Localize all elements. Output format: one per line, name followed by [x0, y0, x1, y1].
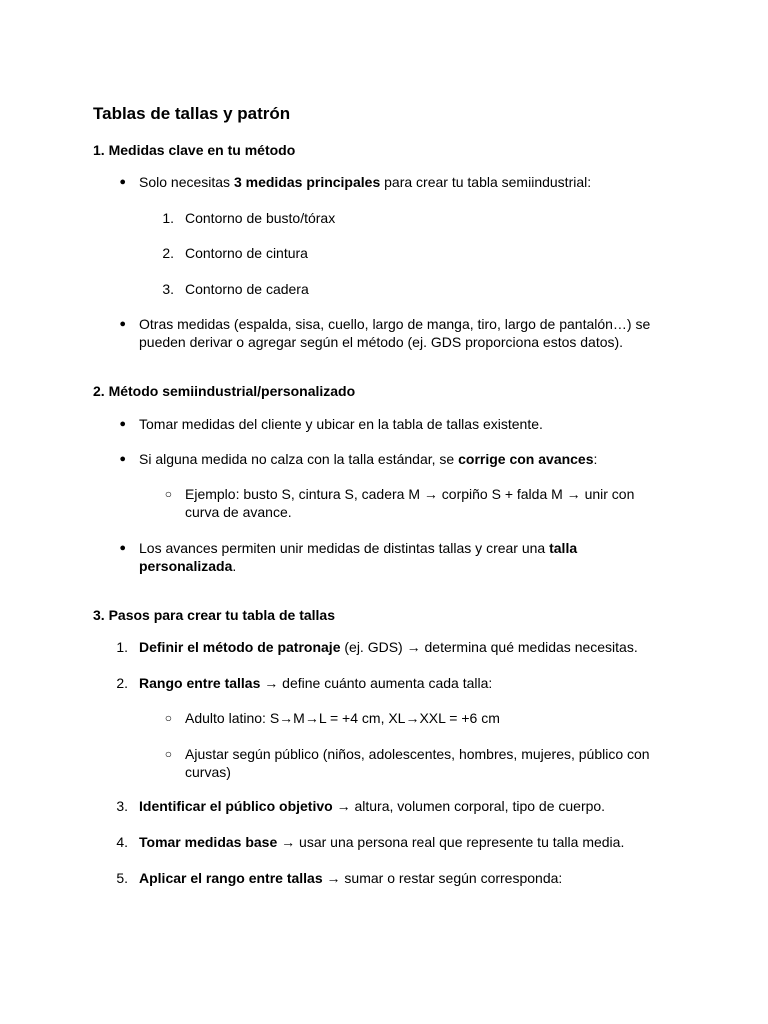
list-number: 3.	[116, 798, 128, 814]
list-item: Los avances permiten unir medidas de distintas tallas y crear una talla personalizada.	[139, 540, 578, 574]
list-item: Adulto latino: S→M→L = +4 cm, XL→XXL = +6 cm	[185, 710, 500, 726]
list-item: Tomar medidas base → usar una persona real que represente tu talla media.	[139, 834, 625, 850]
circle-bullet-icon: ○	[164, 711, 172, 725]
circle-bullet-icon: ○	[164, 747, 172, 761]
bullet-icon: ●	[119, 418, 126, 430]
list-number: 1.	[116, 639, 128, 655]
list-item: Si alguna medida no calza con la talla estándar, se corrige con avances:	[139, 451, 598, 467]
list-number: 4.	[116, 834, 128, 850]
document-title: Tablas de tallas y patrón	[93, 104, 291, 123]
list-item: Ejemplo: busto S, cintura S, cadera M → corpiño S + falda M → unir con curva de avance.	[185, 486, 635, 520]
list-item: Identificar el público objetivo → altura, volumen corporal, tipo de cuerpo.	[139, 798, 606, 814]
list-item: Aplicar el rango entre tallas → sumar o restar según corresponda:	[139, 870, 563, 886]
list-number: 3.	[162, 281, 174, 297]
list-number: 2.	[162, 245, 174, 261]
bullet-icon: ●	[119, 542, 126, 554]
list-number: 5.	[116, 870, 128, 886]
list-item: Ajustar según público (niños, adolescentes, hombres, mujeres, público con curvas)	[185, 746, 650, 780]
list-item: Rango entre tallas → define cuánto aumenta cada talla:	[139, 675, 493, 691]
list-item: Contorno de busto/tórax	[185, 210, 336, 226]
list-item: Contorno de cadera	[185, 281, 309, 297]
bullet-icon: ●	[119, 176, 126, 188]
bullet-icon: ●	[119, 318, 126, 330]
circle-bullet-icon: ○	[164, 487, 172, 501]
bullet-icon: ●	[119, 453, 126, 465]
list-number: 2.	[116, 675, 128, 691]
list-item: Solo necesitas 3 medidas principales para crear tu tabla semiindustrial:	[139, 174, 592, 190]
list-item: Otras medidas (espalda, sisa, cuello, largo de manga, tiro, largo de pantalón…) se pueden derivar o agregar según el método (ej. GDS proporciona estos datos).	[139, 316, 651, 350]
list-item: Definir el método de patronaje (ej. GDS) → determina qué medidas necesitas.	[139, 639, 638, 655]
section-3-heading: 3. Pasos para crear tu tabla de tallas	[93, 607, 336, 623]
list-item: Tomar medidas del cliente y ubicar en la tabla de tallas existente.	[139, 416, 543, 432]
list-number: 1.	[162, 210, 174, 226]
section-2-heading: 2. Método semiindustrial/personalizado	[93, 383, 356, 399]
section-1-heading: 1. Medidas clave en tu método	[93, 142, 296, 158]
list-item: Contorno de cintura	[185, 245, 308, 261]
